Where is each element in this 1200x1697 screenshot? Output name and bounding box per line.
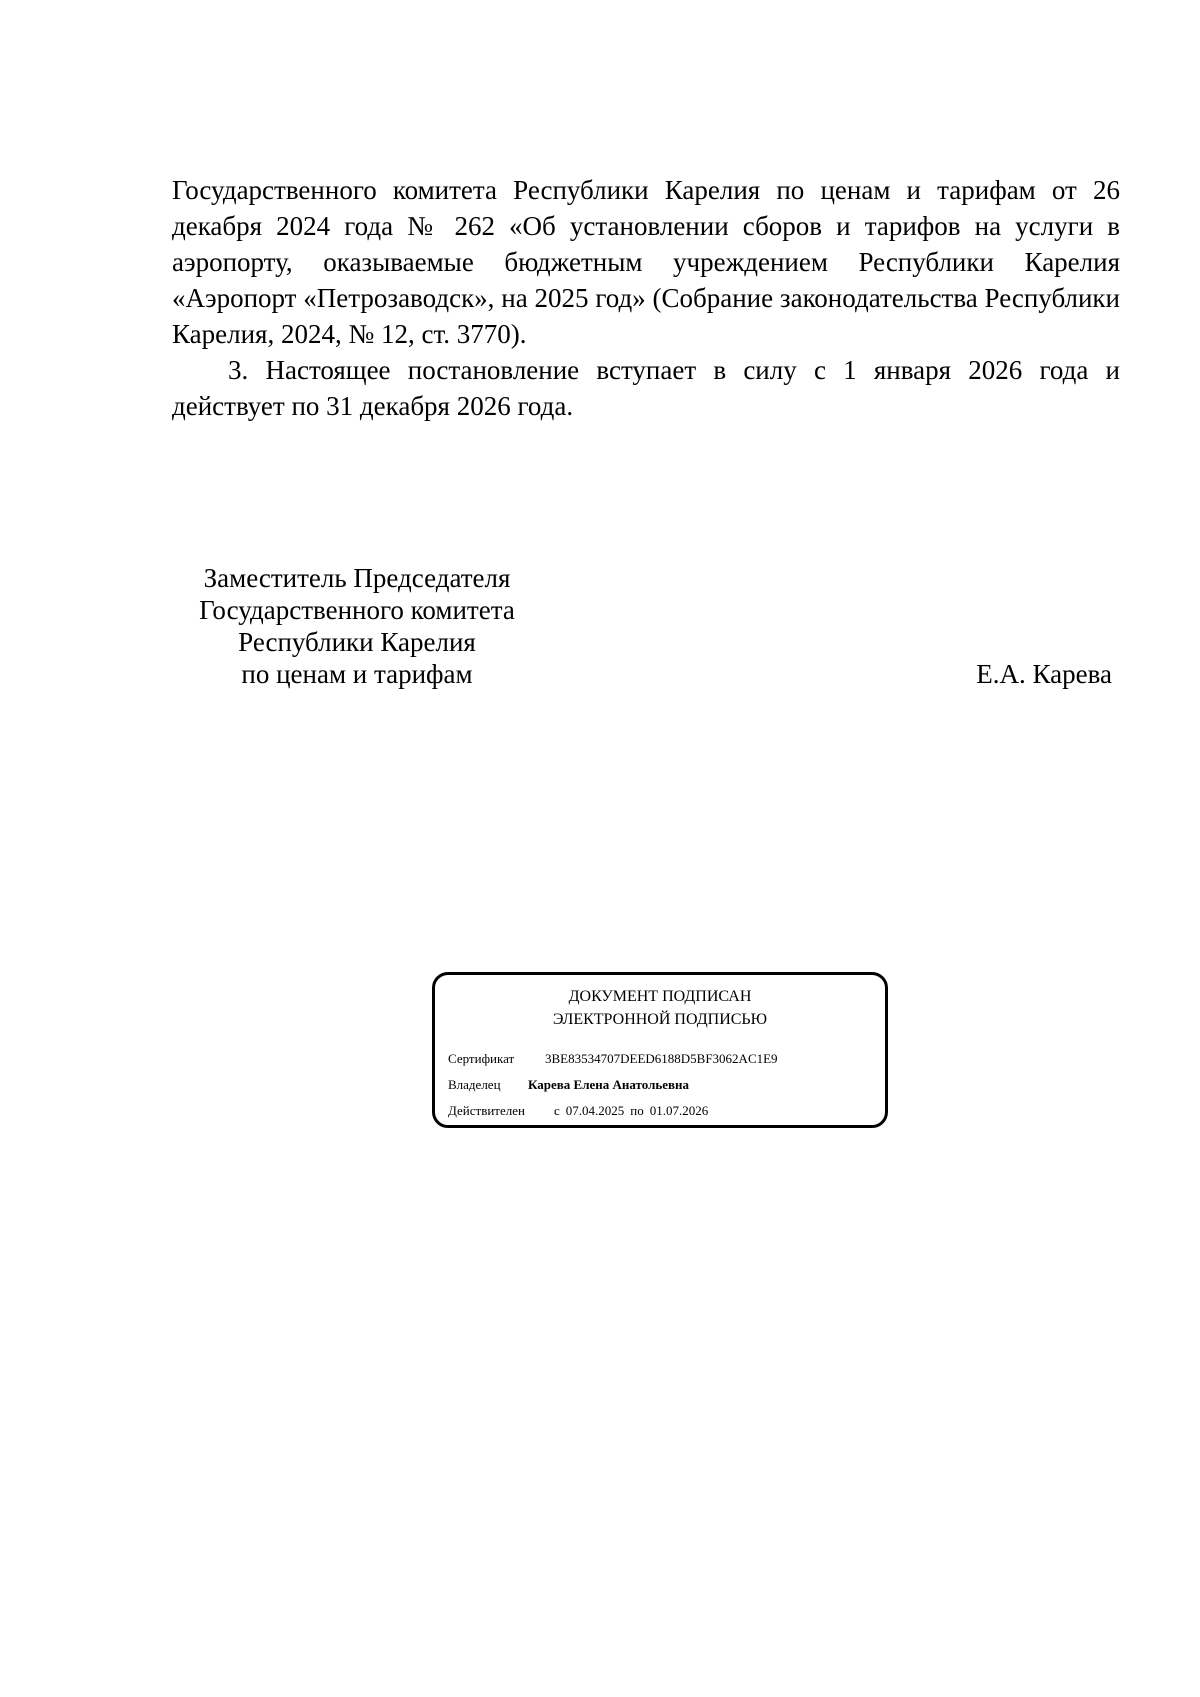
certificate-label: Сертификат bbox=[448, 1051, 515, 1066]
owner-label: Владелец bbox=[448, 1077, 501, 1092]
stamp-heading bbox=[435, 985, 885, 1031]
stamp-heading-line: ЭЛЕКТРОННОЙ ПОДПИСЬЮ bbox=[552, 1011, 768, 1028]
stamp-validity-row bbox=[448, 1103, 708, 1119]
signer-position-line: Государственного комитета bbox=[199, 595, 515, 625]
paragraph-item-3: 3. Настоящее постановление вступает в силу с 1 января 2026 года и действует по 31 декабря 2026 года. bbox=[172, 355, 1120, 421]
valid-from-prefix: с bbox=[554, 1103, 560, 1118]
valid-to-date: 01.07.2026 bbox=[649, 1103, 709, 1118]
signer-name: Е.А. Карева bbox=[976, 659, 1112, 689]
stamp-certificate-row bbox=[448, 1051, 778, 1067]
electronic-signature-stamp bbox=[432, 972, 888, 1128]
stamp-owner-row bbox=[448, 1077, 689, 1093]
valid-from-date: 07.04.2025 bbox=[565, 1103, 625, 1118]
signer-position-line: по ценам и тарифам bbox=[241, 659, 473, 689]
owner-value: Карева Елена Анатольевна bbox=[528, 1077, 690, 1092]
paragraph-continuation: Государственного комитета Республики Карелия по ценам и тарифам от 26 декабря 2024 года № 262 «Об установлении сборов и тарифов на услуги в аэропорту, оказываемые бюджетным учреждением Республики Карелия «Аэропорт «Петрозаводск», на 2025 год» (Собрание законодательства Республики Карелия, 2024, № 12, ст. 3770). bbox=[172, 175, 1120, 349]
signer-position-line: Заместитель Председателя bbox=[203, 563, 511, 593]
signer-position bbox=[172, 562, 542, 690]
stamp-heading-line: ДОКУМЕНТ ПОДПИСАН bbox=[568, 988, 752, 1005]
valid-to-prefix: по bbox=[630, 1103, 644, 1118]
certificate-value: 3BE83534707DEED6188D5BF3062AC1E9 bbox=[545, 1051, 778, 1066]
signer-position-line: Республики Карелия bbox=[238, 627, 476, 657]
valid-label: Действителен bbox=[448, 1103, 525, 1118]
document-body bbox=[172, 172, 1120, 424]
